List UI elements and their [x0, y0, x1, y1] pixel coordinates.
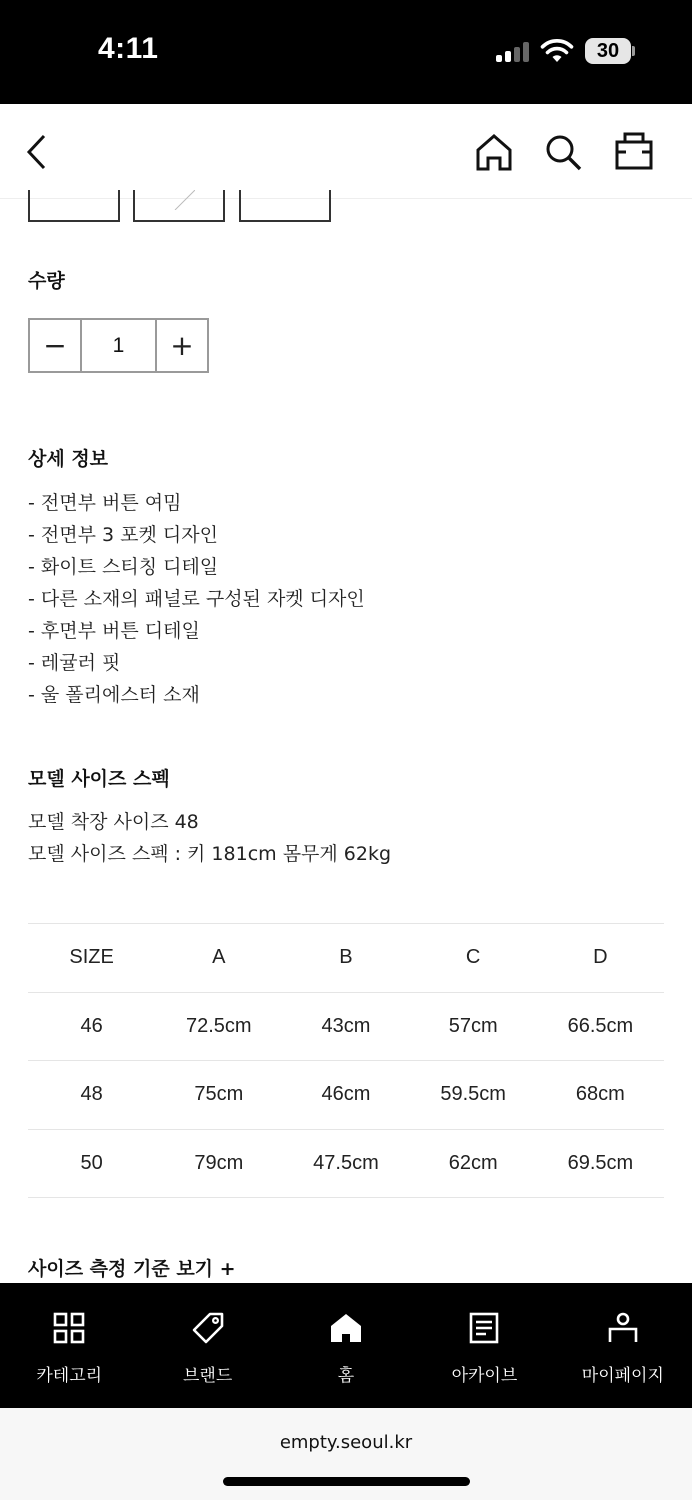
status-time: 4:11 — [98, 32, 159, 65]
person-icon — [606, 1311, 640, 1345]
list-item: - 화이트 스티칭 디테일 — [28, 556, 219, 578]
option-chip-soldout[interactable] — [133, 190, 225, 222]
table-cell: 46 — [28, 992, 155, 1061]
nav-label: 마이페이지 — [581, 1366, 664, 1386]
home-icon[interactable] — [473, 132, 515, 172]
table-header: SIZE — [28, 924, 155, 993]
details-title: 상세 정보 — [28, 448, 109, 470]
battery-tip — [632, 46, 635, 56]
table-cell: 50 — [28, 1129, 155, 1198]
tag-icon — [191, 1311, 225, 1345]
size-guide-link[interactable]: 사이즈 측정 기준 보기 + — [28, 1258, 236, 1280]
list-item: - 레귤러 핏 — [28, 652, 121, 674]
nav-item-home[interactable] — [277, 1283, 415, 1408]
option-chip[interactable] — [239, 190, 331, 222]
table-cell: 75cm — [155, 1061, 282, 1130]
nav-label: 카테고리 — [36, 1366, 103, 1386]
nav-label: 아카이브 — [451, 1366, 518, 1386]
quantity-stepper — [28, 318, 209, 373]
model-spec-text — [28, 806, 391, 870]
nav-item-category[interactable] — [0, 1283, 138, 1408]
table-row — [28, 992, 664, 1061]
increase-button[interactable]: + — [155, 320, 207, 371]
table-cell: 62cm — [410, 1129, 537, 1198]
shopping-bag-icon[interactable] — [612, 130, 656, 172]
list-item: - 다른 소재의 패널로 구성된 자켓 디자인 — [28, 588, 365, 610]
detail-list — [28, 487, 365, 711]
table-cell: 57cm — [410, 992, 537, 1061]
table-cell: 47.5cm — [282, 1129, 409, 1198]
nav-item-brand[interactable] — [138, 1283, 276, 1408]
table-header: D — [537, 924, 664, 993]
app-header — [0, 104, 692, 199]
battery-indicator: 30 — [585, 38, 631, 64]
table-header: C — [410, 924, 537, 993]
home-indicator[interactable] — [223, 1477, 470, 1486]
table-cell: 68cm — [537, 1061, 664, 1130]
table-row — [28, 1061, 664, 1130]
table-header-row — [28, 924, 664, 993]
table-cell: 79cm — [155, 1129, 282, 1198]
table-cell: 43cm — [282, 992, 409, 1061]
document-icon — [467, 1311, 501, 1345]
list-item: - 울 폴리에스터 소재 — [28, 684, 200, 706]
table-row — [28, 1129, 664, 1198]
table-cell: 72.5cm — [155, 992, 282, 1061]
nav-item-archive[interactable] — [415, 1283, 553, 1408]
browser-url-bar — [0, 1408, 692, 1500]
wifi-icon — [540, 38, 574, 64]
bottom-nav — [0, 1283, 692, 1408]
cellular-signal-icon — [496, 42, 532, 62]
option-chip[interactable] — [28, 190, 120, 222]
list-item: - 후면부 버튼 디테일 — [28, 620, 200, 642]
table-header: A — [155, 924, 282, 993]
table-header: B — [282, 924, 409, 993]
list-item: - 전면부 버튼 여밈 — [28, 492, 182, 514]
table-cell: 69.5cm — [537, 1129, 664, 1198]
model-body-line: 모델 사이즈 스펙 : 키 181cm 몸무게 62kg — [28, 843, 392, 865]
model-spec-title: 모델 사이즈 스펙 — [28, 768, 170, 790]
table-cell: 48 — [28, 1061, 155, 1130]
table-cell: 59.5cm — [410, 1061, 537, 1130]
quantity-value[interactable]: 1 — [112, 333, 125, 357]
chevron-left-icon[interactable] — [24, 132, 50, 172]
table-cell: 66.5cm — [537, 992, 664, 1061]
nav-item-mypage[interactable] — [554, 1283, 692, 1408]
model-size-line: 모델 착장 사이즈 48 — [28, 811, 199, 833]
grid-icon — [52, 1311, 86, 1345]
nav-label: 브랜드 — [182, 1366, 233, 1386]
list-item: - 전면부 3 포켓 디자인 — [28, 524, 218, 546]
quantity-title: 수량 — [28, 270, 65, 292]
decrease-button[interactable]: − — [30, 320, 82, 371]
search-icon[interactable] — [543, 132, 583, 172]
table-cell: 46cm — [282, 1061, 409, 1130]
status-bar — [0, 0, 692, 104]
size-table — [28, 923, 664, 1198]
home-icon — [329, 1311, 363, 1345]
nav-label: 홈 — [337, 1366, 355, 1386]
url-text[interactable]: empty.seoul.kr — [279, 1432, 413, 1453]
